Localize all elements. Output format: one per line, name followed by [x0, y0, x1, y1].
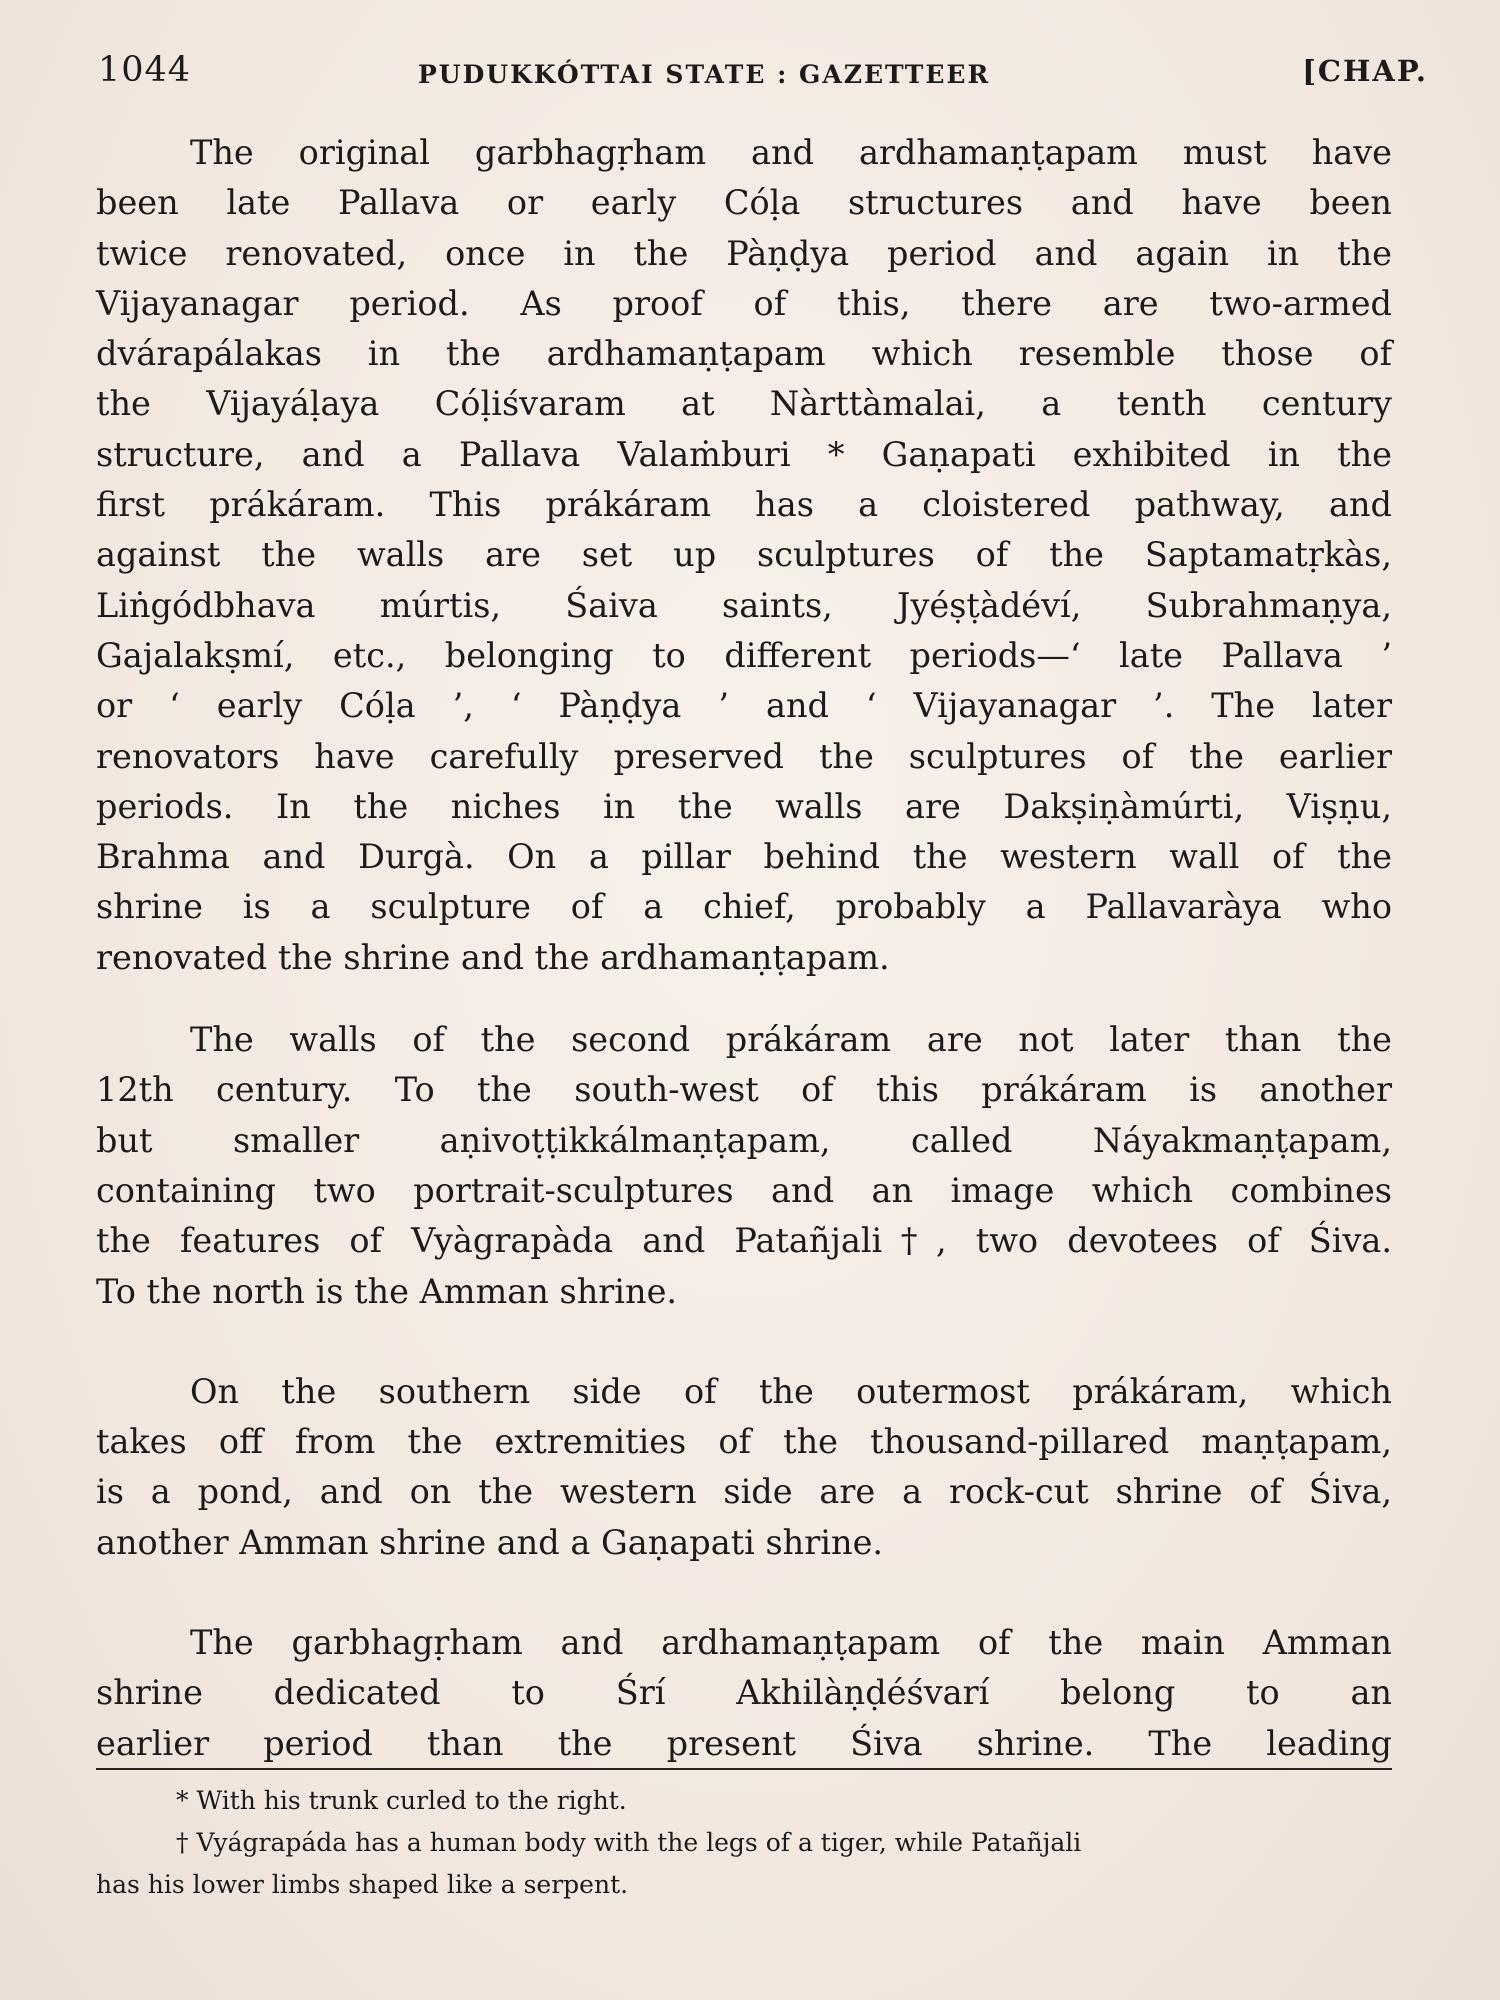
footnote-2: † Vyágrapáda has a human body with the legs of a tiger, while Patañjali — [176, 1828, 1082, 1857]
chapter-label: [CHAP. — [1302, 54, 1428, 88]
paragraph-1 — [96, 128, 1392, 983]
text-line: renovators have carefully preserved the sculptures of the earlier — [96, 736, 1392, 776]
text-line: structure, and a Pallava Valaṁburi * Gaṇapati exhibited in the — [96, 434, 1392, 474]
text-line: 12th century. To the south-west of this prákáram is another — [96, 1070, 1392, 1110]
paragraph-3 — [96, 1367, 1392, 1568]
page-header — [98, 50, 1428, 100]
text-line: against the walls are set up sculptures of the Saptamatṛkàs, — [96, 535, 1392, 575]
main-text — [96, 128, 1392, 1769]
text-line: is a pond, and on the western side are a rock-cut shrine of Śiva, — [96, 1472, 1392, 1512]
text-line: the features of Vyàgrapàda and Patañjali†, two devotees of Śiva. — [96, 1221, 1392, 1261]
text-line: shrine is a sculpture of a chief, probably a Pallavaràya who — [96, 887, 1392, 927]
text-line: the Vijayáḷaya Cóḷiśvaram at Nàrttàmalai, a tenth century — [96, 384, 1392, 424]
text-line: shrine dedicated to Śrí Akhilàṇḍéśvarí belong to an — [96, 1673, 1392, 1713]
text-line: containing two portrait-sculptures and an image which combines — [96, 1170, 1392, 1210]
text-line: Vijayanagar period. As proof of this, there are two-armed — [96, 283, 1392, 323]
text-line: periods. In the niches in the walls are Dakṣiṇàmúrti, Viṣṇu, — [96, 786, 1392, 826]
text-line: takes off from the extremities of the thousand-pillared maṇṭapam, — [96, 1422, 1392, 1462]
text-line: renovated the shrine and the ardhamaṇṭapam. — [96, 937, 890, 977]
text-line: Gajalakṣmí, etc., belonging to different periods—‘ late Pallava ’ — [96, 635, 1392, 675]
text-line: The garbhagṛham and ardhamaṇṭapam of the main Amman — [190, 1623, 1392, 1663]
text-line: earlier period than the present Śiva shrine. The leading — [96, 1723, 1392, 1763]
page-number: 1044 — [98, 50, 192, 90]
text-line: Brahma and Durgà. On a pillar behind the western wall of the — [96, 837, 1392, 877]
paragraph-4 — [96, 1618, 1392, 1769]
text-line: The walls of the second prákáram are not later than the — [190, 1020, 1392, 1060]
text-line: On the southern side of the outermost prákáram, which — [190, 1371, 1392, 1411]
text-line: another Amman shrine and a Gaṇapati shrine. — [96, 1522, 884, 1562]
text-line: The original garbhagṛham and ardhamaṇṭapam must have — [190, 133, 1392, 172]
text-line: twice renovated, once in the Pàṇḍya period and again in the — [96, 233, 1392, 273]
text-line: dvárapálakas in the ardhamaṇṭapam which resemble those of — [96, 334, 1392, 374]
footnote-1: * With his trunk curled to the right. — [176, 1786, 627, 1815]
footnote-divider — [96, 1768, 1392, 1770]
footnotes — [96, 1780, 1392, 1906]
text-line: To the north is the Amman shrine. — [96, 1271, 678, 1311]
text-line: Liṅgódbhava múrtis, Śaiva saints, Jyéṣṭàdéví, Subrahmaṇya, — [96, 585, 1392, 625]
text-line: but smaller aṇivoṭṭikkálmaṇṭapam, called Náyakmaṇṭapam, — [96, 1120, 1392, 1160]
running-title: PUDUKKÓTTAI STATE : GAZETTEER — [418, 60, 991, 89]
text-line: or ‘ early Cóḷa ’, ‘ Pàṇḍya ’ and ‘ Vijayanagar ’. The later — [96, 686, 1392, 726]
footnote-2-continued: has his lower limbs shaped like a serpent. — [96, 1870, 629, 1899]
text-line: been late Pallava or early Cóḷa structures and have been — [96, 183, 1392, 223]
paragraph-2 — [96, 1015, 1392, 1317]
text-line: first prákáram. This prákáram has a cloistered pathway, and — [96, 485, 1392, 525]
